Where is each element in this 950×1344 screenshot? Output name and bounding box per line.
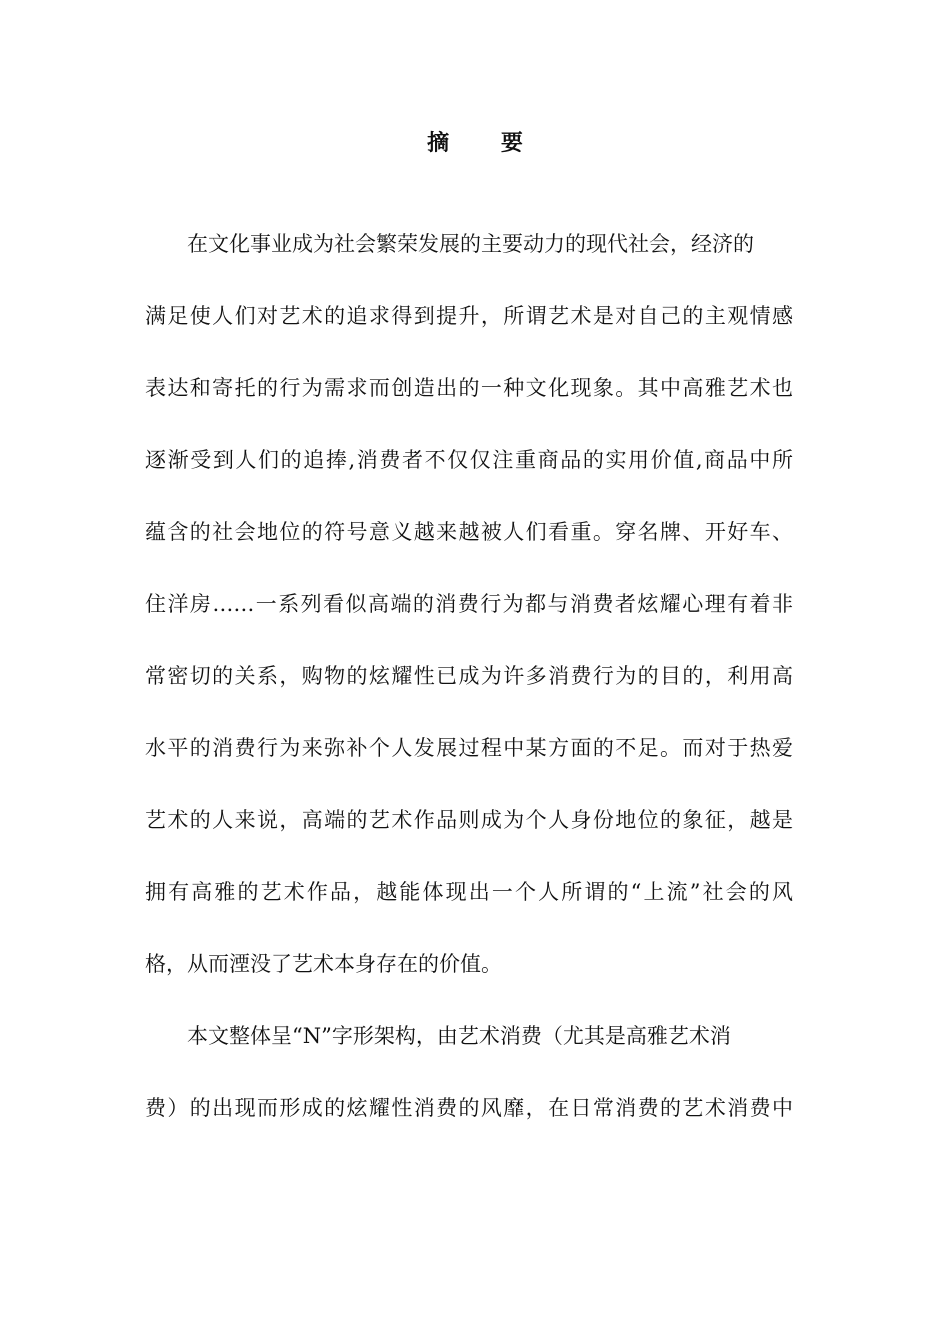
paragraph-1-line-8: 水平的消费行为来弥补个人发展过程中某方面的不足。而对于热爱	[145, 736, 793, 760]
paragraph-1-line-5: 蕴含的社会地位的符号意义越来越被人们看重。穿名牌、开好车、	[145, 520, 793, 544]
paragraph-1-line-9: 艺术的人来说，高端的艺术作品则成为个人身份地位的象征，越是	[145, 808, 793, 832]
paragraph-1-line-6: 住洋房……一系列看似高端的消费行为都与消费者炫耀心理有着非	[145, 592, 793, 616]
paragraph-2-line-1: 本文整体呈“N”字形架构，由艺术消费（尤其是高雅艺术消	[187, 1024, 731, 1048]
paragraph-1-line-2: 满足使人们对艺术的追求得到提升，所谓艺术是对自己的主观情感	[145, 304, 793, 328]
paragraph-1-line-3: 表达和寄托的行为需求而创造出的一种文化现象。其中高雅艺术也	[145, 376, 793, 400]
paragraph-1-line-7: 常密切的关系，购物的炫耀性已成为许多消费行为的目的，利用高	[145, 664, 793, 688]
paragraph-1-line-4: 逐渐受到人们的追捧,消费者不仅仅注重商品的实用价值,商品中所	[145, 448, 793, 472]
paragraph-1-line-10: 拥有高雅的艺术作品，越能体现出一个人所谓的“上流”社会的风	[145, 880, 793, 904]
paragraph-1-line-11: 格，从而湮没了艺术本身存在的价值。	[145, 952, 502, 976]
abstract-title: 摘 要	[427, 130, 545, 156]
paragraph-2-line-2: 费）的出现而形成的炫耀性消费的风靡，在日常消费的艺术消费中	[145, 1096, 793, 1120]
paragraph-1-line-1: 在文化事业成为社会繁荣发展的主要动力的现代社会，经济的	[187, 232, 754, 256]
